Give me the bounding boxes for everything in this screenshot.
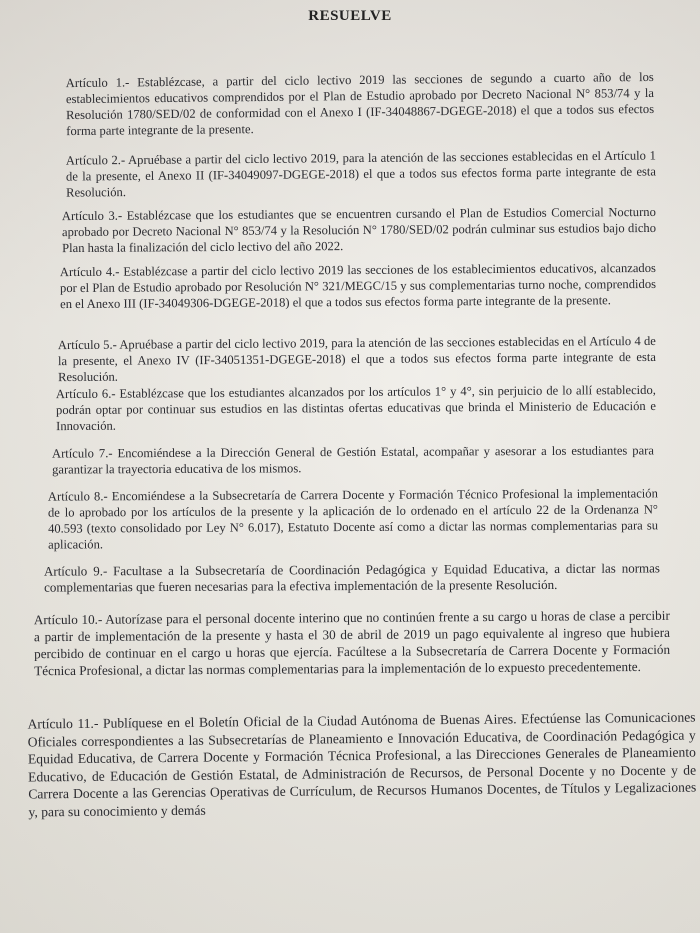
article-7: Artículo 7.- Encomiéndese a la Dirección General de Gestión Estatal, acompañar y asesorar a los estudiantes para garantizar la trayectoria educativa de los mismos. — [51, 443, 654, 477]
article-10: Artículo 10.- Autorízase para el personal docente interino que no continúen frente a su cargo u horas de clase a percibir a partir de implementación de la presente y hasta el 30 de abril de 2019 un pago equivalente al ingreso que hubiera percibido de continuar en el cargo u horas que ejercía. Facúltese a la Subsecretaría de Carrera Docente y Formación Técnica Profesional, a dictar las normas complementarias para la implementación de lo expuesto precedentemente. — [33, 607, 671, 679]
article-6: Artículo 6.- Establézcase que los estudiantes alcanzados por los artículos 1° y 4°, sin perjuicio de lo allí establecido, podrán optar por continuar sus estudios en las distintas ofertas educativas que brinda el Ministerio de Educación e Innovación. — [55, 382, 657, 434]
article-4: Artículo 4.- Establézcase a partir del ciclo lectivo 2019 las secciones de los establecimientos educativos, alcanzados por el Plan de Estudio aprobado por Resolución N° 321/MEGC/15 y sus complementarias turno noche, comprendidos en el Anexo III (IF-34049306-DGEGE-2018) el que a todos sus efectos forma parte integrante de la presente. — [59, 260, 657, 312]
document-title: RESUELVE — [308, 8, 392, 24]
article-2: Artículo 2.- Apruébase a partir del ciclo lectivo 2019, para la atención de las secciones establecidas en el Artículo 1 de la presente, el Anexo II (IF-34049097-DGEGE-2018) el que a todos sus efectos forma parte integrante de esta Resolución. — [65, 148, 657, 200]
article-1: Artículo 1.- Establézcase, a partir del ciclo lectivo 2019 las secciones de segundo a cuarto año de los establecimientos educativos comprendidos por el Plan de Estudio aprobado por Decreto Nacional N° 853/74 y la Resolución 1780/SED/02 de conformidad con el Anexo I (IF-34048867-DGEGE-2018) el que a todos sus efectos forma parte integrante de la presente. — [65, 69, 655, 139]
article-8: Artículo 8.- Encomiéndese a la Subsecretaría de Carrera Docente y Formación Técnico Profesional la implementación de lo aprobado por los artículos de la presente y la aplicación de lo ordenado en el artículo 22 de la Ordenanza N° 40.593 (texto consolidado por Ley N° 6.017), Estatuto Docente así como a dictar las normas complementarias para su aplicación. — [47, 486, 659, 552]
article-3: Artículo 3.- Establézcase que los estudiantes que se encuentren cursando el Plan de Estudios Comercial Nocturno aprobado por Decreto Nacional N° 853/74 y la Resolución N° 1780/SED/02 podrán culminar sus estudios bajo dicho Plan hasta la finalización del ciclo lectivo del año 2022. — [61, 204, 657, 256]
article-11: Artículo 11.- Publíquese en el Boletín Oficial de la Ciudad Autónoma de Buenas Aires. Efectúense las Comunicaciones Oficiales correspondientes a las Subsecretarías de Planeamiento e Innovación Educativa, de Coordinación Pedagógica y Equidad Educativa, de Carrera Docente y Formación Técnica Profesional, a las Direcciones Generales de Planeamiento Educativo, de Educación de Gestión Estatal, de Administración de Recursos, de Personal Docente y no Docente y de Carrera Docente a las Gerencias Operativas de Currículum, de Recursos Humanos Docentes, de Títulos y Legalizaciones y, para su conocimiento y demás — [27, 709, 697, 819]
article-9: Artículo 9.- Facultase a la Subsecretaría de Coordinación Pedagógica y Equidad Educativa, a dictar las normas complementarias que fueren necesarias para la efectiva implementación de la presente Resolución. — [43, 560, 660, 595]
article-5: Artículo 5.- Apruébase a partir del ciclo lectivo 2019, para la atención de las secciones establecidas en el Artículo 4 de la presente, el Anexo IV (IF-34051351-DGEGE-2018) el que a todos sus efectos forma parte integrante de esta Resolución. — [57, 333, 657, 385]
